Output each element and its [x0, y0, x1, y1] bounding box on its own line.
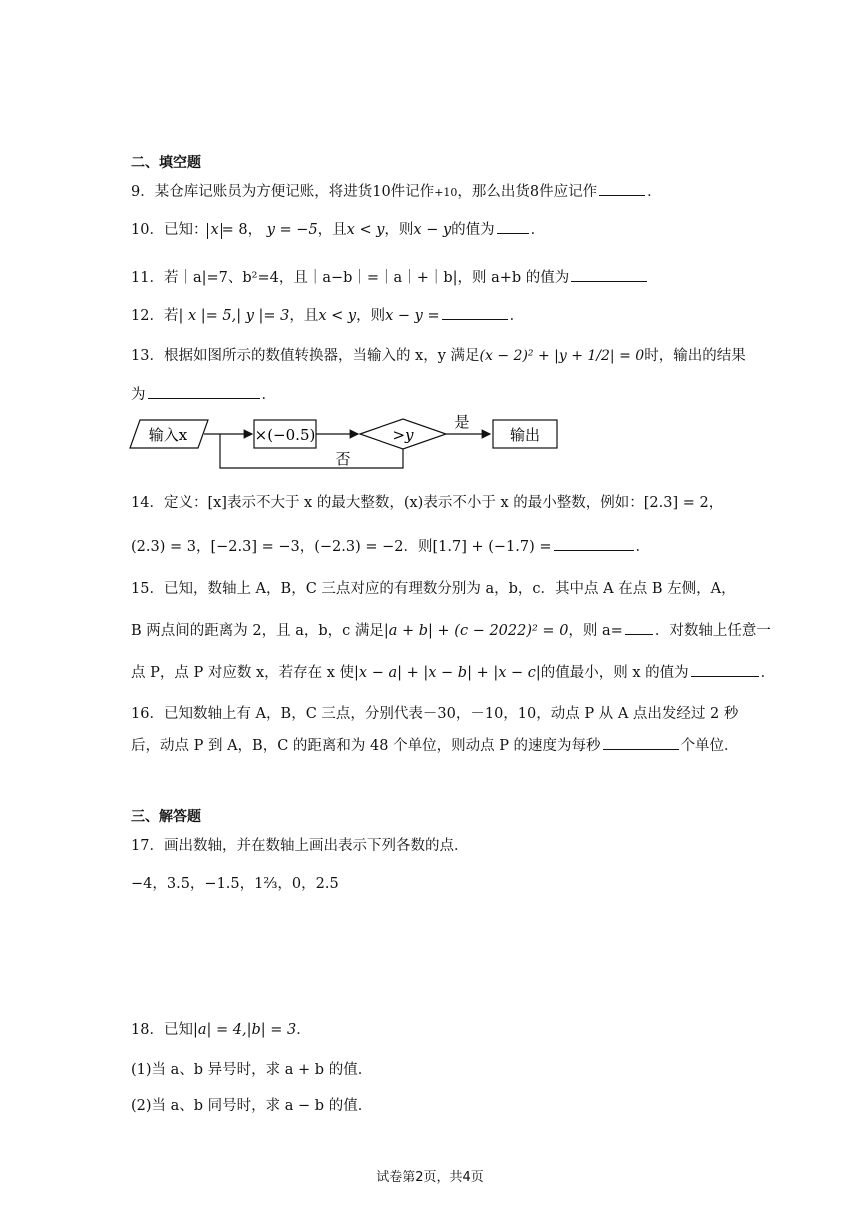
- answer-blank: [603, 748, 679, 750]
- question-10: [131, 218, 545, 239]
- question-10-text1: 已知：: [163, 222, 208, 238]
- flow-output-box: [493, 420, 557, 448]
- question-18: [131, 1018, 311, 1039]
- question-12-end: ．: [509, 308, 525, 324]
- question-14-line1: 定义：[x]表示不大于 x 的最大整数，(x)表示不小于 x 的最小整数，例如：[2.3] = 2，: [163, 495, 724, 511]
- question-17: [131, 834, 468, 855]
- question-12-expr: x − y =: [385, 308, 440, 324]
- question-10-text4: 的值为: [451, 222, 495, 238]
- question-18-text1: 已知: [163, 1022, 193, 1038]
- question-13-number: 13．: [131, 348, 164, 364]
- answer-blank: [599, 194, 645, 196]
- question-9-value: +10: [434, 186, 458, 199]
- question-12-text1: 若: [163, 308, 179, 324]
- answer-blank: [625, 633, 653, 635]
- question-18-part2: (2)当 a、b 同号时，求 a − b 的值．: [131, 1098, 373, 1114]
- question-17-number: 17．: [131, 838, 164, 854]
- question-16-number: 16．: [131, 706, 164, 722]
- question-14-end: ．: [635, 539, 651, 555]
- question-13: [131, 344, 746, 365]
- question-10-text2: ，且: [317, 222, 347, 238]
- question-9-end: ．: [647, 184, 662, 200]
- question-15-number: 15．: [131, 581, 164, 597]
- question-17-text: 画出数轴，并在数轴上画出表示下列各数的点．: [163, 838, 469, 854]
- question-11-text: 若｜a|=7、b²=4，且｜a−b｜=｜a｜+｜b|，则 a+b 的值为: [163, 270, 570, 286]
- question-12-number: 12．: [131, 308, 164, 324]
- flow-yes-label: 是: [454, 413, 470, 431]
- question-13-equation: (x − 2)² + |y + 1/2| = 0: [479, 348, 645, 364]
- question-13-text3: 为: [131, 387, 146, 403]
- flow-no-label: 否: [335, 450, 351, 468]
- answer-blank: [148, 397, 260, 399]
- question-16-line2b: 个单位．: [680, 738, 739, 754]
- question-10-condition: x < y: [346, 222, 385, 238]
- question-10-y: y = −5: [266, 222, 318, 238]
- question-10-expr: x − y: [413, 222, 452, 238]
- page-footer: 试卷第2页，共4页: [376, 1170, 484, 1185]
- flow-input-box: [130, 420, 208, 448]
- question-15-line1: 已知，数轴上 A，B，C 三点对应的有理数分别为 a，b，c．其中点 A 在点 B 左侧，A，: [163, 581, 736, 597]
- question-17-numbers: −4，3.5，−1.5，1⅔，0，2.5: [131, 876, 339, 892]
- question-12: [131, 304, 524, 325]
- question-16-line2a: 后，动点 P 到 A，B，C 的距离和为 48 个单位，则动点 P 的速度为每秒: [131, 738, 601, 754]
- question-9-number: 9．: [131, 184, 155, 200]
- abs-x: x: [207, 223, 221, 239]
- question-15-line2b: ，则 a=: [568, 623, 623, 639]
- flow-multiply-box: [254, 420, 316, 448]
- flow-multiply-label: ×(−0.5): [254, 426, 316, 444]
- flow-condition-label: >y: [392, 426, 414, 444]
- question-15-equation: |a + b| + (c − 2022)² = 0: [383, 623, 569, 639]
- question-15-expression: |x − a| + |x − b| + |x − c|: [354, 665, 541, 681]
- question-14-line2-text: (2.3) = 3，[−2.3] = −3，(−2.3) = −2．则[1.7] + (−1.7) =: [131, 539, 552, 555]
- question-15: [131, 577, 736, 598]
- question-10-end: ．: [530, 222, 546, 238]
- question-13-text2: 时，输出的结果: [644, 348, 746, 364]
- question-15-line2c: ．对数轴上任意一: [654, 623, 771, 639]
- question-14: [131, 491, 723, 512]
- question-9-text1: 某仓库记账员为方便记账，将进货10件记作: [154, 184, 435, 200]
- answer-blank: [571, 280, 647, 282]
- answer-blank: [691, 675, 759, 677]
- question-14-number: 14．: [131, 495, 164, 511]
- question-10-eq1: = 8，: [221, 222, 263, 238]
- question-18-part1: (1)当 a、b 异号时，求 a + b 的值．: [131, 1062, 373, 1078]
- flow-input-label: 输入x: [148, 426, 188, 444]
- answer-blank: [554, 549, 634, 551]
- question-12-condition: | x |= 5,| y |= 3: [178, 308, 290, 324]
- question-10-text3: ，则: [384, 222, 414, 238]
- question-12-text3: ，则: [356, 308, 386, 324]
- question-9-text2: ，那么出货8件应记作: [457, 184, 598, 200]
- question-10-number: 10．: [131, 222, 164, 238]
- question-16-line2: [131, 734, 739, 755]
- flow-condition-diamond: [360, 419, 446, 449]
- question-11: [131, 266, 649, 287]
- question-13-line2: [131, 383, 276, 404]
- question-15-line2a: B 两点间的距离为 2，且 a，b，c 满足: [131, 623, 384, 639]
- question-18-end: ．: [296, 1022, 311, 1038]
- question-14-line2: [131, 535, 650, 556]
- section-title-answer: 三、解答题: [131, 809, 201, 825]
- question-15-line2: [131, 619, 771, 640]
- question-16-line1: 已知数轴上有 A，B，C 三点，分别代表－30，－10，10，动点 P 从 A 点出发经过 2 秒: [163, 706, 739, 722]
- question-18-number: 18．: [131, 1022, 164, 1038]
- question-12-condition2: x < y: [318, 308, 357, 324]
- question-15-line3a: 点 P，点 P 对应数 x，若存在 x 使: [131, 665, 355, 681]
- flow-output-label: 输出: [509, 426, 541, 444]
- value-converter-diagram: [128, 412, 568, 474]
- question-11-number: 11．: [131, 270, 164, 286]
- answer-blank: [497, 232, 529, 234]
- question-15-end: ．: [760, 665, 776, 681]
- answer-blank: [442, 318, 508, 320]
- question-15-line3b: 的值最小，则 x 的值为: [540, 665, 689, 681]
- question-16: [131, 702, 738, 723]
- question-12-text2: ，且: [289, 308, 319, 324]
- question-18-condition: |a| = 4,|b| = 3: [192, 1022, 297, 1038]
- question-9: [131, 180, 662, 201]
- section-title-fill: 二、填空题: [131, 155, 201, 171]
- question-13-text1: 根据如图所示的数值转换器，当输入的 x，y 满足: [163, 348, 480, 364]
- question-15-line3: [131, 661, 775, 682]
- question-13-end: ．: [261, 387, 276, 403]
